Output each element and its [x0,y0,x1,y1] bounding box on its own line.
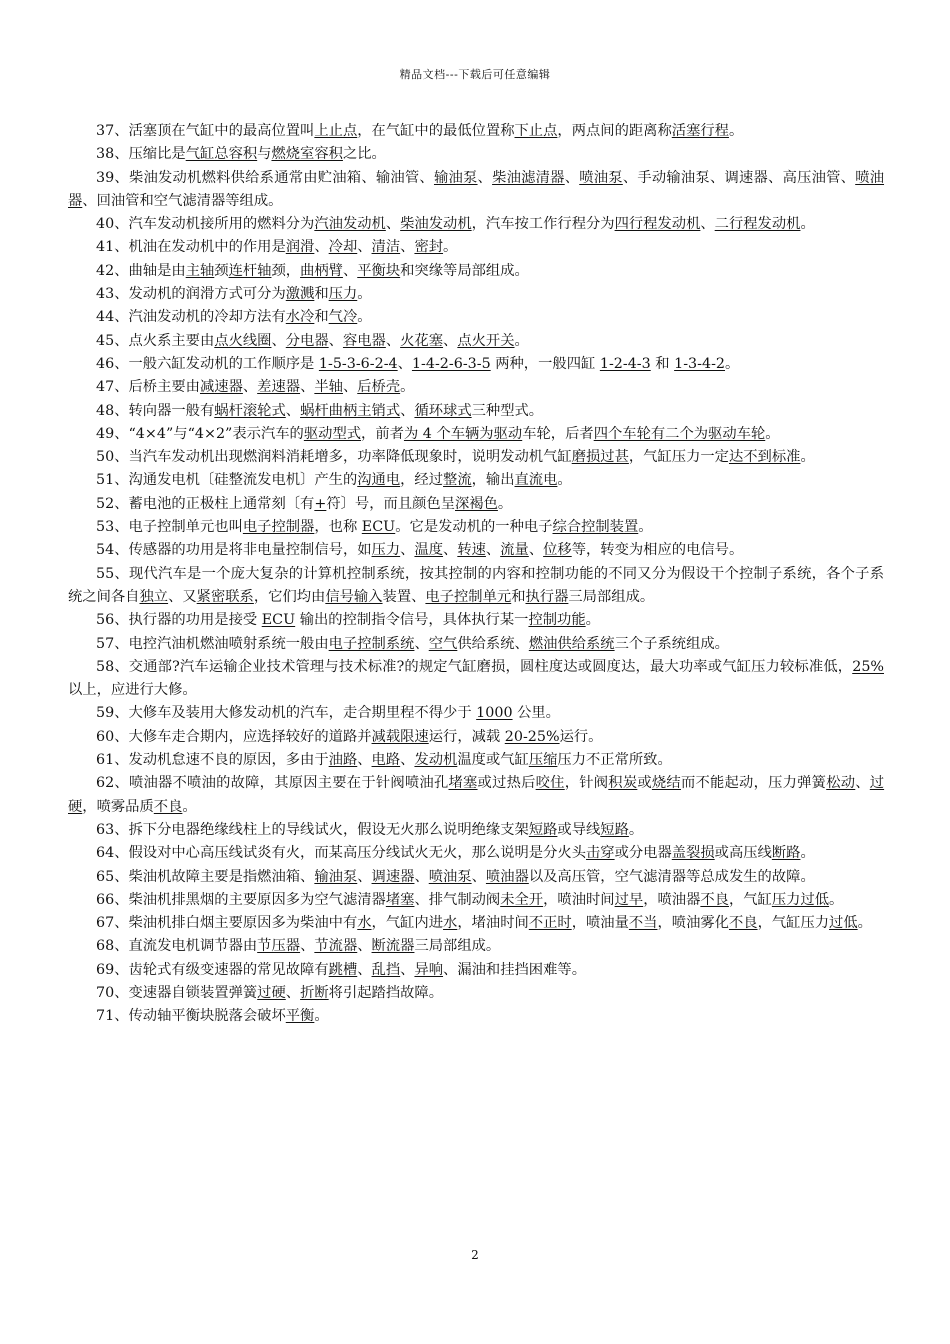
question-text: 。 [182,798,197,815]
question-item [68,726,884,749]
answer-blank: 未全开 [500,891,544,908]
question-text: 公里。 [512,705,560,722]
question-text: 三种型式。 [471,402,544,419]
question-text: 、 [528,542,544,559]
answer-blank: 沟通电 [357,472,401,489]
question-item [68,236,884,259]
question-item [68,866,884,889]
answer-blank: ECU [261,612,296,629]
answer-blank: 跳槽 [328,961,358,978]
answer-blank: 下止点 [514,123,558,139]
answer-blank: 1-5-3-6-2-4 [318,355,398,372]
question-text: 、 [414,635,429,652]
question-text: 39、柴油发动机燃料供给系通常由贮油箱、输油管、 [96,169,434,186]
question-item [68,656,884,703]
question-text: 、 [477,169,493,186]
answer-blank: 过硬 [68,775,885,815]
answer-blank: 平衡 [285,1008,315,1025]
question-text: 、 [271,332,286,349]
question-text: 48、转向器一般有 [96,402,215,419]
question-text: 、 [300,379,315,396]
answer-blank: + [314,495,327,512]
answer-blank: 1000 [476,705,513,722]
answer-blank: 减速器 [199,379,243,396]
question-text: 、 [357,938,372,955]
answer-blank: 电子控制系统 [328,635,415,652]
question-text: ，前者 [361,425,404,442]
question-text: 。 [800,845,815,862]
question-text: 运行。 [559,728,603,745]
question-text: 、 [400,239,415,256]
question-text: 。 [557,472,572,489]
question-item [68,469,884,492]
answer-blank: 压缩 [528,752,558,769]
question-text: 、 [443,542,458,559]
answer-blank: 气缸总容积 [185,146,258,163]
answer-blank: 堵塞 [448,775,478,792]
answer-blank: 独立 [139,588,169,605]
question-item [68,609,884,632]
answer-blank: 25% [852,658,884,675]
question-item [68,423,884,446]
question-text: ，气缸压力一定 [628,449,729,466]
question-text: 、 [397,355,412,372]
question-text: 49、“4×4”与“4×2”表示汽车的 [96,425,304,442]
question-text: 42、曲轴是由 [96,262,186,279]
question-item [68,772,884,819]
answer-blank: 直流电 [514,472,558,489]
answer-blank: 过低 [829,915,858,932]
question-text: 、排气制动阀 [414,891,501,908]
answer-blank: 连杆轴 [228,262,272,279]
answer-blank: 流量 [500,542,529,559]
question-text: 、又 [168,588,197,605]
answer-blank: 电子控制器 [242,519,315,536]
answer-blank: 发动机 [414,752,458,769]
question-text: 。 [357,286,372,303]
question-text: 。 [514,332,529,349]
answer-blank: 1-4-2-6-3-5 [411,355,491,372]
page-header: 精品文档---下载后可任意编辑 [399,68,551,81]
answer-blank: 蜗杆滚轮式 [214,402,286,419]
answer-blank: 喷油器 [68,169,885,209]
question-text: 。 [314,1008,329,1025]
question-text: ，输出 [471,472,515,489]
question-text: ，喷油时间 [543,891,615,908]
question-text: ，针阀 [564,775,609,792]
question-text: ，气缸 [728,891,772,908]
question-text: ，气缸内进 [371,915,444,932]
question-text: 。它是发动机的一种电子 [395,519,553,536]
question-text: 56、执行器的功用是接受 [96,612,262,629]
question-text: 或导线 [557,821,601,838]
question-text: 三个子系统组成。 [614,635,729,652]
question-item [68,702,884,725]
answer-blank: 平衡块 [357,262,401,279]
question-text: 、 [342,379,358,396]
answer-blank: 气冷 [328,309,358,326]
question-text: 、 [314,239,329,256]
answer-blank: 乱挡 [371,961,401,978]
question-text: 。 [638,519,653,536]
question-text: ，堵油时间 [457,915,529,932]
answer-blank: 不当 [628,915,658,932]
answer-blank: 冷却 [328,239,358,256]
question-text: 。 [497,495,513,512]
answer-blank: 活塞行程 [671,123,729,139]
answer-blank: 输油泵 [314,868,358,885]
question-item [68,959,884,982]
question-text: 。 [357,309,372,326]
answer-blank: 短路 [600,821,629,838]
answer-blank: 油路 [328,752,358,769]
question-text: 三局部组成。 [414,938,501,955]
question-item [68,143,884,166]
question-text: 或分电器 [614,845,672,862]
question-item [68,912,884,935]
answer-blank: 点火开关 [457,332,515,349]
answer-blank: 松动 [826,775,856,792]
question-item [68,376,884,399]
question-text: 而不能起动，压力弹簧 [680,775,827,792]
answer-blank: 断流器 [371,938,415,955]
question-text: 71、传动轴平衡块脱落会破坏 [96,1008,286,1025]
question-text: 、 [471,868,486,885]
question-text: 、漏油和挂挡困难等。 [443,961,586,978]
question-text: 、 [357,868,372,885]
answer-blank: 主轴 [185,262,215,279]
question-text: 以及高压管，空气滤清器等总成发生的故障。 [528,868,815,885]
question-text: 、 [400,542,415,559]
question-text: 43、发动机的润滑方式可分为 [96,286,286,303]
question-text: 68、直流发电机调节器由 [96,938,258,955]
question-text: 52、蓄电池的正极柱上通常刻〔有 [96,495,315,512]
question-text: 45、点火系主要由 [96,332,215,349]
answer-blank: 燃油供给系统 [528,635,615,652]
question-text: ，汽车按工作行程分为 [471,216,615,233]
answer-blank: 20-25% [504,728,560,745]
answer-blank: 密封 [414,239,444,256]
question-text: 41、机油在发动机中的作用是 [96,239,286,256]
answer-blank: 蜗杆曲柄主销式 [300,402,401,419]
question-text: 、 [242,379,258,396]
answer-blank: 后桥壳 [357,379,401,396]
question-item [68,889,884,912]
question-text: 55、现代汽车是一个庞大复杂的计算机控制系统，按其控制的内容和控制功能的不同又分为假设干个控制子系统，各个子系统之间各自 [68,565,884,605]
question-text: 、 [400,402,415,419]
question-text: 颈， [271,262,301,279]
answer-blank: 水 [443,915,458,932]
answer-blank: 位移 [543,542,572,559]
question-item [68,213,884,236]
answer-blank: 咬住 [535,775,565,792]
question-text: 、 [357,239,372,256]
question-text: 三局部组成。 [568,588,655,605]
page-number: 2 [471,1248,479,1262]
answer-blank: 折断 [300,984,329,1001]
question-text: 运行，减载 [428,728,505,745]
answer-blank: 紧密联系 [196,588,254,605]
answer-blank: 达不到标准 [728,449,801,466]
question-item [68,935,884,958]
question-text: 47、后桥主要由 [96,379,200,396]
question-item [68,633,884,656]
answer-blank: 循环球式 [414,402,472,419]
answer-blank: 击穿 [586,845,615,862]
answer-blank: 驱动型式 [303,425,362,442]
answer-blank: 短路 [528,821,558,838]
answer-blank: 磨损过甚 [571,449,629,466]
question-item [68,982,884,1005]
question-text: 和 [650,355,675,372]
question-text: 59、大修车及装用大修发动机的汽车，走合期里程不得少于 [96,705,477,722]
question-text: 、手动输油泵、调速器、高压油管、 [622,169,856,186]
question-text: ，也称 [314,519,362,536]
answer-blank: 喷油泵 [579,169,623,186]
question-item [68,516,884,539]
question-item [68,1005,884,1028]
question-text: 、 [400,752,415,769]
answer-blank: 喷油器 [485,868,529,885]
question-text: 、 [385,216,401,233]
answer-blank: 燃烧室容积 [271,146,343,163]
question-text: 供给系统、 [457,635,529,652]
question-text: 和突缘等局部组成。 [400,262,529,279]
answer-blank: 喷油泵 [428,868,472,885]
question-text: 65、柴油机故障主要是指燃油箱、 [96,868,315,885]
question-text: 、 [285,402,301,419]
question-text: 、回油管和空气滤清器等组成。 [82,192,283,209]
answer-blank: 转速 [457,542,486,559]
answer-blank: ECU [361,519,396,536]
question-item [68,819,884,842]
question-item [68,306,884,329]
answer-blank: 上止点 [314,123,358,139]
answer-blank: 节流器 [314,938,358,955]
answer-blank: 四行程发动机 [614,216,701,233]
answer-blank: 温度 [414,542,444,559]
question-text: 、 [300,938,315,955]
question-text: 70、变速器自锁装置弹簧 [96,984,258,1001]
question-text: 、 [414,868,429,885]
question-item [68,120,884,143]
question-item [68,563,884,610]
question-item [68,283,884,306]
question-text: 颈 [214,262,229,279]
question-list [68,120,884,1029]
answer-blank: 1-2-4-3 [599,355,651,372]
question-item [68,400,884,423]
question-text: 、 [285,984,301,1001]
answer-blank: 激溅 [285,286,315,303]
answer-blank: 过硬 [257,984,286,1001]
answer-blank: 深褐色 [455,495,498,512]
question-text: 或高压线 [714,845,772,862]
question-text: ，喷油量 [571,915,629,932]
question-text: 或 [637,775,652,792]
question-text: 。 [585,612,600,629]
answer-blank: 控制功能 [528,612,586,629]
question-text: 、 [328,332,343,349]
question-text: 54、传感器的功用是将非电量控制信号，如 [96,542,372,559]
answer-blank: 容电器 [342,332,386,349]
answer-blank: 电子控制单元 [425,588,512,605]
question-item [68,749,884,772]
question-item [68,353,884,376]
question-text: 46、一般六缸发动机的工作顺序是 [96,355,319,372]
answer-blank: 火花塞 [400,332,444,349]
question-text: 符〕号，而且颜色呈 [326,495,456,512]
answer-blank: 执行器 [525,588,569,605]
question-text: 、 [855,775,870,792]
question-text: 车轮，后者 [522,425,594,442]
answer-blank: 压力 [328,286,358,303]
question-text: 、 [700,216,715,233]
question-text: 。 [829,891,844,908]
answer-blank: 调速器 [371,868,415,885]
question-text: 。 [400,379,415,396]
answer-blank: 汽油发动机 [314,216,386,233]
question-text: 51、沟通发电机〔硅整流发电机〕产生的 [96,472,358,489]
question-text: 等，转变为相应的电信号。 [571,542,744,559]
question-text: ，喷油雾化 [657,915,729,932]
answer-blank: 断路 [771,845,801,862]
answer-blank: 柴油滤清器 [492,169,565,186]
question-text: 69、齿轮式有级变速器的常见故障有 [96,961,329,978]
answer-blank: 压力 [371,542,401,559]
question-text: ，它们均由 [253,588,326,605]
answer-blank: 不良 [153,798,183,815]
question-text: 。 [765,425,780,442]
question-text: 64、假设对中心高压线试炎有火，而某高压分线试火无火，那么说明是分火头 [96,845,586,862]
question-text: 、 [400,961,415,978]
answer-blank: 不正时 [528,915,572,932]
answer-blank: 四个车轮有二个为驱动车轮 [593,425,766,442]
answer-blank: 1-3-4-2 [674,355,726,372]
answer-blank: 水 [357,915,372,932]
question-text: ，喷油器 [643,891,701,908]
question-text: 。 [725,355,740,372]
answer-blank: 点火线圈 [214,332,272,349]
answer-blank: 电路 [371,752,401,769]
answer-blank: 信号输入 [325,588,383,605]
question-text: 或过热后 [477,775,536,792]
question-text: 压力不正常所致。 [557,752,672,769]
question-text: 。 [800,449,815,466]
question-text: 与 [257,146,272,163]
question-text: 、 [357,961,372,978]
question-item [68,539,884,562]
question-text: 和 [314,309,329,326]
answer-blank: 压力过低 [771,891,830,908]
question-item [68,446,884,469]
answer-blank: 过早 [614,891,644,908]
question-text: 两种，一般四缸 [490,355,600,372]
question-text: 将引起踏挡故障。 [328,984,444,1001]
question-text: 62、喷油器不喷油的故障，其原因主要在于针阀喷油孔 [96,775,449,792]
question-text: 。 [857,915,872,932]
answer-blank: 不良 [728,915,758,932]
question-text: 38、压缩比是 [96,146,186,163]
answer-blank: 减载限速 [371,728,429,745]
question-text: 67、柴油机排白烟主要原因多为柴油中有 [96,915,358,932]
answer-blank: 润滑 [285,239,315,256]
answer-blank: 空气 [428,635,458,652]
answer-blank: 清洁 [371,239,401,256]
question-text: 50、当汽车发动机出现燃润料消耗增多，功率降低现象时，说明发动机气缸 [96,449,572,466]
question-item [68,493,884,516]
answer-blank: 曲柄臂 [300,262,343,279]
question-text: 57、电控汽油机燃油喷射系统一般由 [96,635,329,652]
answer-blank: 整流 [443,472,472,489]
answer-blank: 积炭 [608,775,638,792]
answer-blank: 节压器 [257,938,301,955]
question-text: 装置、 [382,588,426,605]
answer-blank: 差速器 [257,379,301,396]
answer-blank: 堵塞 [385,891,415,908]
question-text: 、 [564,169,580,186]
question-text: 37、活塞顶在气缸中的最高位置叫 [96,123,315,139]
question-item [68,842,884,865]
question-text: ，喷雾品质 [82,798,154,815]
question-text: 58、交通部?汽车运输企业技术管理与技术标准?的规定气缸磨损，圆柱度达或圆度达，最大功率或气缸压力较标准低， [96,658,853,675]
question-text: 53、电子控制单元也叫 [96,519,243,536]
answer-blank: 异响 [414,961,444,978]
answer-blank: 不良 [700,891,729,908]
question-text: 之比。 [342,146,386,163]
answer-blank: 为 4 个车辆为驱动 [403,425,523,442]
question-text: 。 [443,239,458,256]
question-text: ，在气缸中的最低位置称 [357,123,515,139]
answer-blank: 柴油发动机 [400,216,472,233]
question-text: 、 [443,332,458,349]
question-text: 、 [357,752,372,769]
answer-blank: 分电器 [285,332,329,349]
question-text: ，经过 [400,472,444,489]
question-text: 、 [342,262,358,279]
question-text: ，两点间的距离称 [557,123,672,139]
question-text: 61、发动机怠速不良的原因，多由于 [96,752,329,769]
answer-blank: 输油泵 [433,169,478,186]
question-text: 输出的控制指令信号，具体执行某一 [295,612,529,629]
question-text: 、 [485,542,501,559]
question-text: ，气缸压力 [757,915,830,932]
question-text: 66、柴油机排黑烟的主要原因多为空气滤清器 [96,891,386,908]
answer-blank: 水冷 [285,309,315,326]
question-text: 、 [385,332,401,349]
answer-blank: 烧结 [651,775,681,792]
answer-blank: 半轴 [314,379,343,396]
answer-blank: 二行程发动机 [714,216,801,233]
question-item [68,260,884,283]
question-text: 44、汽油发动机的冷却方法有 [96,309,286,326]
question-text: 和 [314,286,329,303]
answer-blank: 盖裂损 [671,845,715,862]
question-text: 。 [628,821,644,838]
question-text: 以上，应进行大修。 [68,682,197,699]
question-item [68,167,884,214]
question-text: 温度或气缸 [457,752,529,769]
question-text: 。 [728,123,744,139]
question-text: 和 [511,588,526,605]
answer-blank: 综合控制装置 [552,519,639,536]
question-text: 63、拆下分电器绝缘线柱上的导线试火，假设无火那么说明绝缘支架 [96,821,529,838]
question-text: 40、汽车发动机接所用的燃料分为 [96,216,315,233]
question-text: 60、大修车走合期内，应选择较好的道路并 [96,728,372,745]
question-text: 。 [800,216,815,233]
question-item [68,330,884,353]
